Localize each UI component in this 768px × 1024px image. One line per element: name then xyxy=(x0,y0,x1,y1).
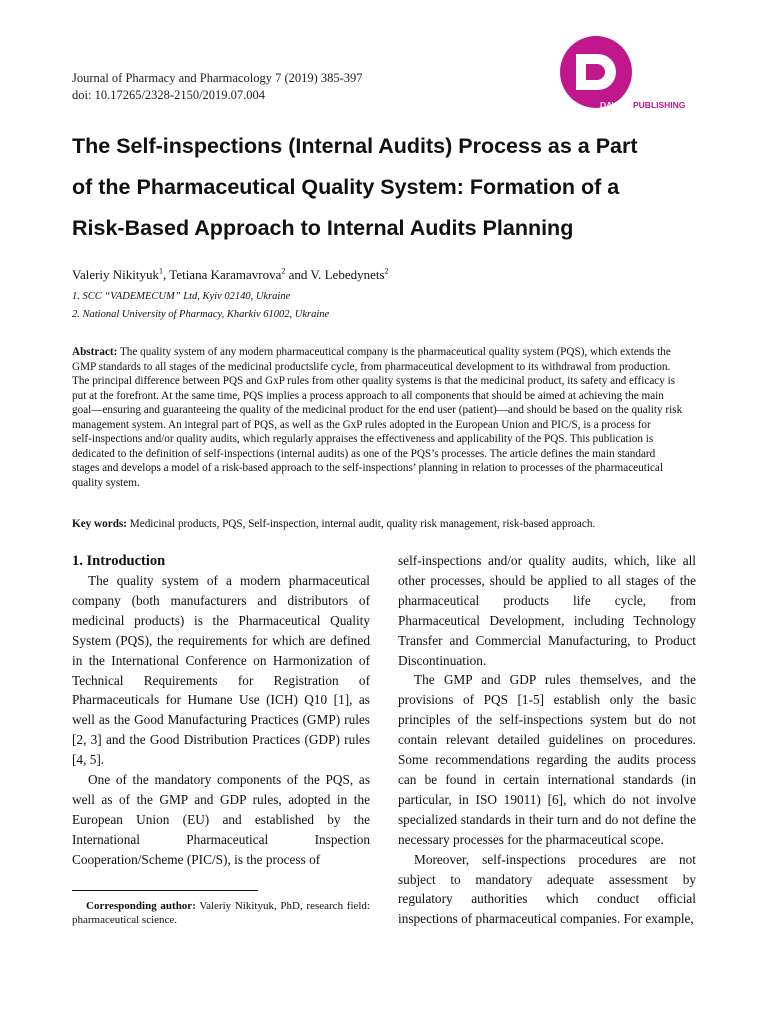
text-line: can be found in certain international standards (in xyxy=(398,771,696,787)
corresponding-author-footnote xyxy=(72,899,370,927)
footnote-label: Corresponding author: xyxy=(86,900,196,912)
column-left xyxy=(72,571,370,870)
text-line: medicinal products) is the Pharmaceutical Quality xyxy=(72,612,370,628)
text-line: [2, 3] and the Good Distribution Practices (GDP) rules xyxy=(72,732,370,748)
text-line: provisions of PQS [1-5] establish only the basic xyxy=(398,692,696,708)
paragraph xyxy=(398,551,696,670)
journal-header xyxy=(72,70,363,104)
affiliation: 1. SCC “VADEMECUM” Ltd, Kyiv 02140, Ukraine xyxy=(72,291,291,302)
text-line: Cooperation/Scheme (PIC/S), is the process of xyxy=(72,851,321,867)
journal-citation: Journal of Pharmacy and Pharmacology 7 (2019) 385-397 xyxy=(72,71,363,85)
text-line: One of the mandatory components of the PQS, as xyxy=(88,772,370,788)
text-line: Pharmaceuticals for Humane Use (ICH) Q10 [1], as xyxy=(72,692,370,708)
footnote-divider xyxy=(72,890,258,891)
abstract-line: The quality system of any modern pharmaceutical company is the pharmaceutical quality system (PQS), which extends the xyxy=(119,346,671,358)
author-affiliation-mark: 2 xyxy=(384,266,389,276)
text-line: The GMP and GDP rules themselves, and the xyxy=(414,672,696,688)
text-line: subject to mandatory adequate assessment by xyxy=(398,871,696,887)
text-line: pharmaceutical products life cycle, from xyxy=(398,592,696,608)
text-line: particular, in ISO 19011) [6], which do not involve xyxy=(398,791,696,807)
abstract xyxy=(72,345,697,490)
paragraph xyxy=(72,770,370,870)
abstract-line: self-inspections and/or quality audits, which regularly appraises the effectiveness and applicability of the PQS. This publication is xyxy=(72,433,654,445)
text-line: International Pharmaceutical Inspection xyxy=(72,831,370,847)
text-line: Pharmaceutical Development, including Technology xyxy=(398,612,696,628)
text-line: Transfer and Commercial Manufacturing, to Product xyxy=(398,632,696,648)
text-line: well as of the GMP and GDP rules, adopted in the xyxy=(72,791,370,807)
text-line: principles of the self-inspections system but do not xyxy=(398,712,696,728)
paragraph xyxy=(72,571,370,770)
text-line: company (both manufacturers and distributors of xyxy=(72,592,370,608)
author-separator: and xyxy=(285,267,311,282)
text-line: System (PQS), the requirements for which are defined xyxy=(72,632,370,648)
paragraph xyxy=(398,670,696,849)
author-name: Valeriy Nikityuk xyxy=(72,267,160,282)
author-name: V. Lebedynets xyxy=(310,267,385,282)
text-line: necessary processes for the pharmaceutical scope. xyxy=(398,831,664,847)
title-line: Risk-Based Approach to Internal Audits Planning xyxy=(72,216,574,240)
text-line: European Union (EU) and established by the xyxy=(72,811,370,827)
text-line: in the International Conference on Harmonization of xyxy=(72,652,370,668)
abstract-line: quality system. xyxy=(72,476,140,489)
journal-doi: doi: 10.17265/2328-2150/2019.07.004 xyxy=(72,88,266,102)
abstract-line: management system. An integral part of PQS, as well as the GxP rules adopted in the European Union and PIC/S, is a process for xyxy=(72,418,651,431)
text-line: contain relevant detailed guidelines on procedures. xyxy=(398,732,696,748)
paragraph xyxy=(398,850,696,930)
text-line: Technical Requirements for Registration of xyxy=(72,672,370,688)
abstract-line: dedicated to the definition of self-inspections (internal audits) as one of the PQS’s processes. The article defines the main standard xyxy=(72,447,656,460)
text-line: Some recommendations regarding the audits process xyxy=(398,752,696,768)
section-heading: 1. Introduction xyxy=(72,553,166,569)
text-line: regulatory authorities which conduct official xyxy=(398,891,696,907)
author-list xyxy=(72,266,389,284)
keywords-text: Medicinal products, PQS, Self-inspection, internal audit, quality risk management, risk-based approach. xyxy=(129,518,596,530)
author-affiliation-mark: 1 xyxy=(159,266,164,276)
abstract-line: put at the forefront. At the same time, PQS implies a process approach to all components that should be aimed at achieving the main xyxy=(72,389,664,402)
text-line: specialized standards in their turn and do not define the xyxy=(398,811,696,827)
text-line: well as the Good Manufacturing Practices (GMP) rules xyxy=(72,712,370,728)
title-line: The Self-inspections (Internal Audits) Process as a Part xyxy=(72,134,638,158)
abstract-line: GMP standards to all stages of the medicinal productslife cycle, from pharmaceutical development to its withdrawal from production. xyxy=(72,360,671,373)
publisher-logo xyxy=(556,36,706,118)
publisher-logo-icon xyxy=(556,36,706,118)
keywords-label: Key words: xyxy=(72,518,127,530)
author-name: Tetiana Karamavrova xyxy=(169,267,282,282)
author-separator: , xyxy=(163,267,170,282)
text-line: other processes, should be applied to all stages of the xyxy=(398,572,696,588)
text-line: The quality system of a modern pharmaceutical xyxy=(88,573,370,588)
title-line: of the Pharmaceutical Quality System: Formation of a xyxy=(72,175,620,199)
paper-title xyxy=(72,126,712,249)
affiliation: 2. National University of Pharmacy, Kharkiv 61002, Ukraine xyxy=(72,309,330,320)
abstract-line: The principal difference between PQS and GxP rules from other quality systems is that the medicinal product, its safety and efficacy is xyxy=(72,375,676,387)
logo-text-right: PUBLISHING xyxy=(633,100,686,110)
column-right xyxy=(398,551,696,929)
abstract-line: stages and develops a model of a risk-based approach to the self-inspections’ planning in relation to processes of the pharmaceutical xyxy=(72,462,663,474)
keywords xyxy=(72,517,697,532)
text-line: Moreover, self-inspections procedures are not xyxy=(414,851,696,867)
author-affiliation-mark: 2 xyxy=(281,266,286,276)
text-line: self-inspections and/or quality audits, which, like all xyxy=(398,553,696,568)
footnote-text: Valeriy Nikityuk, PhD, research field: pharmaceutical science. xyxy=(72,900,370,926)
text-line: inspections of pharmaceutical companies. For example, xyxy=(398,911,694,927)
logo-text-left: DAVID xyxy=(600,100,626,110)
abstract-line: goal—ensuring and guaranteeing the quality of the medicinal product for the end user (patient)—and should be based on the quality risk xyxy=(72,404,683,416)
text-line: [4, 5]. xyxy=(72,752,105,768)
abstract-label: Abstract: xyxy=(72,346,118,358)
text-line: Discontinuation. xyxy=(398,652,487,668)
